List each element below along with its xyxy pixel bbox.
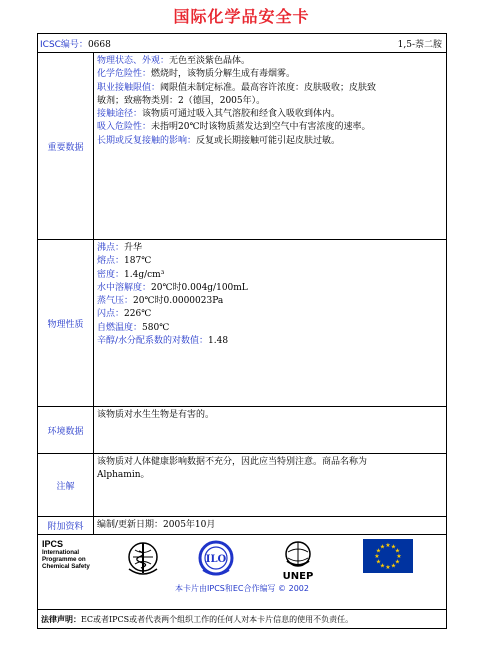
svg-text:UNEP: UNEP — [282, 571, 314, 583]
svg-text:★: ★ — [390, 543, 397, 551]
safety-card-table — [37, 33, 447, 629]
important-line: 长期或反复接触的影响：反复或长期接触可能引起皮肤过敏。 — [97, 135, 341, 146]
ipcs-logo: IPCS International Programme on Chemical Safety — [42, 539, 90, 571]
section-label-physical: 物理性质 — [38, 240, 94, 407]
logos-row — [38, 535, 447, 610]
section-physical — [38, 240, 447, 407]
section-content-environment: 该物质对水生生物是有害的。 — [94, 407, 447, 454]
section-environment — [38, 407, 447, 454]
important-line: 化学危险性：燃烧时，该物质分解生成有毒烟雾。 — [97, 69, 296, 80]
header-row — [38, 34, 447, 53]
ilo-emblem-icon — [196, 539, 236, 579]
section-label-notes: 注解 — [38, 454, 94, 517]
svg-text:★: ★ — [374, 553, 380, 561]
svg-text:★: ★ — [375, 558, 382, 566]
section-notes — [38, 454, 447, 517]
svg-text:★: ★ — [385, 542, 391, 550]
important-line: 吸入危险性：未指明20℃时该物质蒸发达到空气中有害浓度的速率。 — [97, 122, 371, 133]
logo-caption: 本卡片由IPCS和EC合作编写 © 2002 — [175, 584, 309, 594]
svg-text:★: ★ — [379, 562, 386, 570]
svg-text:★: ★ — [385, 564, 391, 572]
section-content-additional: 编制/更新日期：2005年10月 — [94, 517, 447, 535]
chemical-name: 1,5-萘二胺 — [397, 39, 442, 50]
section-content-important — [94, 53, 447, 240]
section-additional — [38, 517, 447, 535]
icsc-number: ICSC编号：0668 — [40, 39, 111, 50]
section-label-additional: 附加资料 — [38, 517, 94, 535]
svg-text:★: ★ — [394, 558, 401, 566]
svg-text:★: ★ — [375, 547, 382, 555]
important-line: 接触途径：该物质可通过吸入其气溶胶和经食入吸收到体内。 — [97, 109, 341, 120]
section-content-notes: 该物质对人体健康影响数据不充分，因此应当特别注意。商品名称为 Alphamin。 — [94, 454, 447, 517]
important-line: 敏剂；致癌物类别：2（德国，2005年）。 — [97, 95, 266, 106]
eu-flag-icon — [363, 539, 413, 575]
svg-text:★: ★ — [390, 562, 397, 570]
section-label-environment: 环境数据 — [38, 407, 94, 454]
svg-text:ILO: ILO — [205, 554, 227, 566]
svg-text:★: ★ — [379, 543, 386, 551]
legal-disclaimer: 法律声明：EC或者IPCS或者代表两个组织工作的任何人对本卡片信息的使用不负责任。 — [38, 610, 447, 629]
unep-emblem-icon — [276, 539, 320, 583]
section-content-physical: 沸点：升华 熔点：187℃ 密度：1.4g/cm³ 水中溶解度：20℃时0.004g/100mL 蒸气压：20℃时0.0000023Pa 闪点：226℃ 自燃温度：580℃ 辛醇/水分配系数的对数值：1.48 — [94, 240, 447, 407]
section-important — [38, 53, 447, 240]
important-line: 职业接触限值：阈限值未制定标准。最高容许浓度：皮肤吸收；皮肤致 — [97, 82, 377, 93]
svg-text:★: ★ — [394, 547, 401, 555]
svg-text:★: ★ — [396, 553, 402, 561]
who-emblem-icon — [124, 539, 162, 579]
page-title: 国际化学品安全卡 — [173, 7, 310, 26]
disclaimer-row — [38, 610, 447, 629]
important-line: 物理状态、外观：无色至淡紫色晶体。 — [97, 56, 251, 66]
section-label-important: 重要数据 — [38, 53, 94, 240]
